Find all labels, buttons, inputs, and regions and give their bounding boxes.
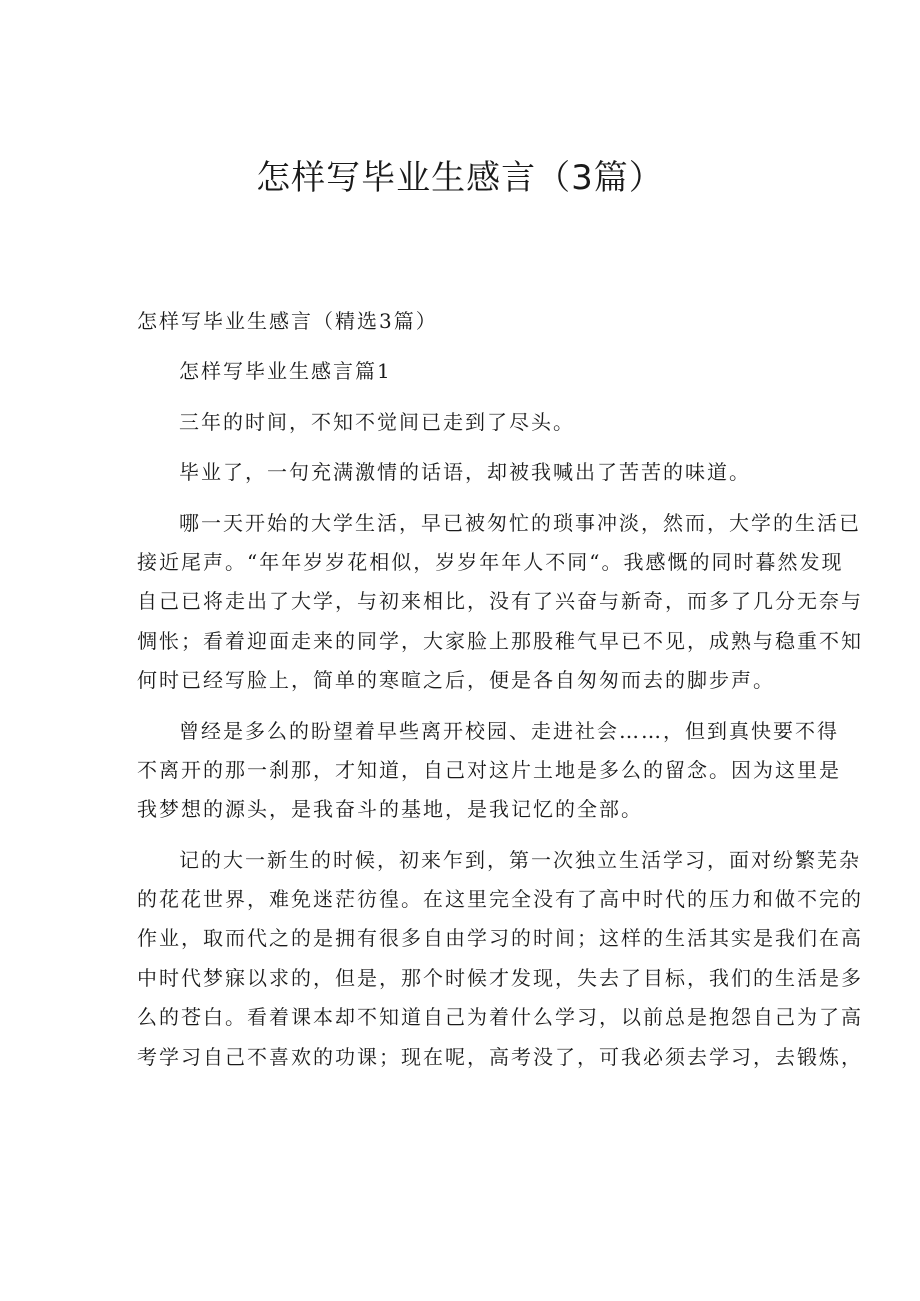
paragraph-line: 毕业了，一句充满激情的话语，却被我喊出了苦苦的味道。 [179, 460, 751, 485]
paragraph-line: 曾经是多么的盼望着早些离开校园、走进社会……，但到真快要不得 [179, 718, 839, 743]
paragraph-line: 自己已将走出了大学，与初来相比，没有了兴奋与新奇，而多了几分无奈与 [137, 589, 863, 614]
paragraph-line: 我梦想的源头，是我奋斗的基地，是我记忆的全部。 [137, 797, 643, 822]
paragraph-line: 考学习自己不喜欢的功课；现在呢，高考没了，可我必须去学习，去锻炼， [137, 1044, 863, 1069]
paragraph-line: 接近尾声。“年年岁岁花相似，岁岁年年人不同“。我感慨的同时暮然发现 [137, 549, 844, 574]
paragraph-line: 作业，取而代之的是拥有很多自由学习的时间；这样的生活其实是我们在高 [137, 926, 863, 951]
paragraph-line: 哪一天开始的大学生活，早已被匆忙的琐事冲淡，然而，大学的生活已 [179, 510, 861, 535]
paragraph-line: 不离开的那一刹那，才知道，自己对这片土地是多么的留念。因为这里是 [137, 757, 841, 782]
paragraph-line: 记的大一新生的时候，初来乍到，第一次独立生活学习，面对纷繁芜杂 [179, 847, 861, 872]
document-subtitle: 怎样写毕业生感言（精选3篇） [137, 309, 438, 333]
section-heading: 怎样写毕业生感言篇1 [179, 359, 392, 384]
paragraph-line: 的花花世界，难免迷茫彷徨。在这里完全没有了高中时代的压力和做不完的 [137, 887, 863, 912]
document-title: 怎样写毕业生感言（3篇） [256, 158, 664, 198]
document-body [137, 302, 863, 1077]
paragraph-line: 中时代梦寐以求的，但是，那个时候才发现，失去了目标，我们的生活是多 [137, 965, 863, 990]
paragraph-line: 么的苍白。看着课本却不知道自己为着什么学习，以前总是抱怨自己为了高 [137, 1005, 863, 1030]
paragraph-line: 何时已经写脸上，简单的寒暄之后，便是各自匆匆而去的脚步声。 [137, 668, 775, 693]
paragraph-line: 惆怅；看着迎面走来的同学，大家脸上那股稚气早已不见，成熟与稳重不知 [137, 628, 863, 653]
paragraph-line: 三年的时间，不知不觉间已走到了尽头。 [179, 409, 575, 434]
